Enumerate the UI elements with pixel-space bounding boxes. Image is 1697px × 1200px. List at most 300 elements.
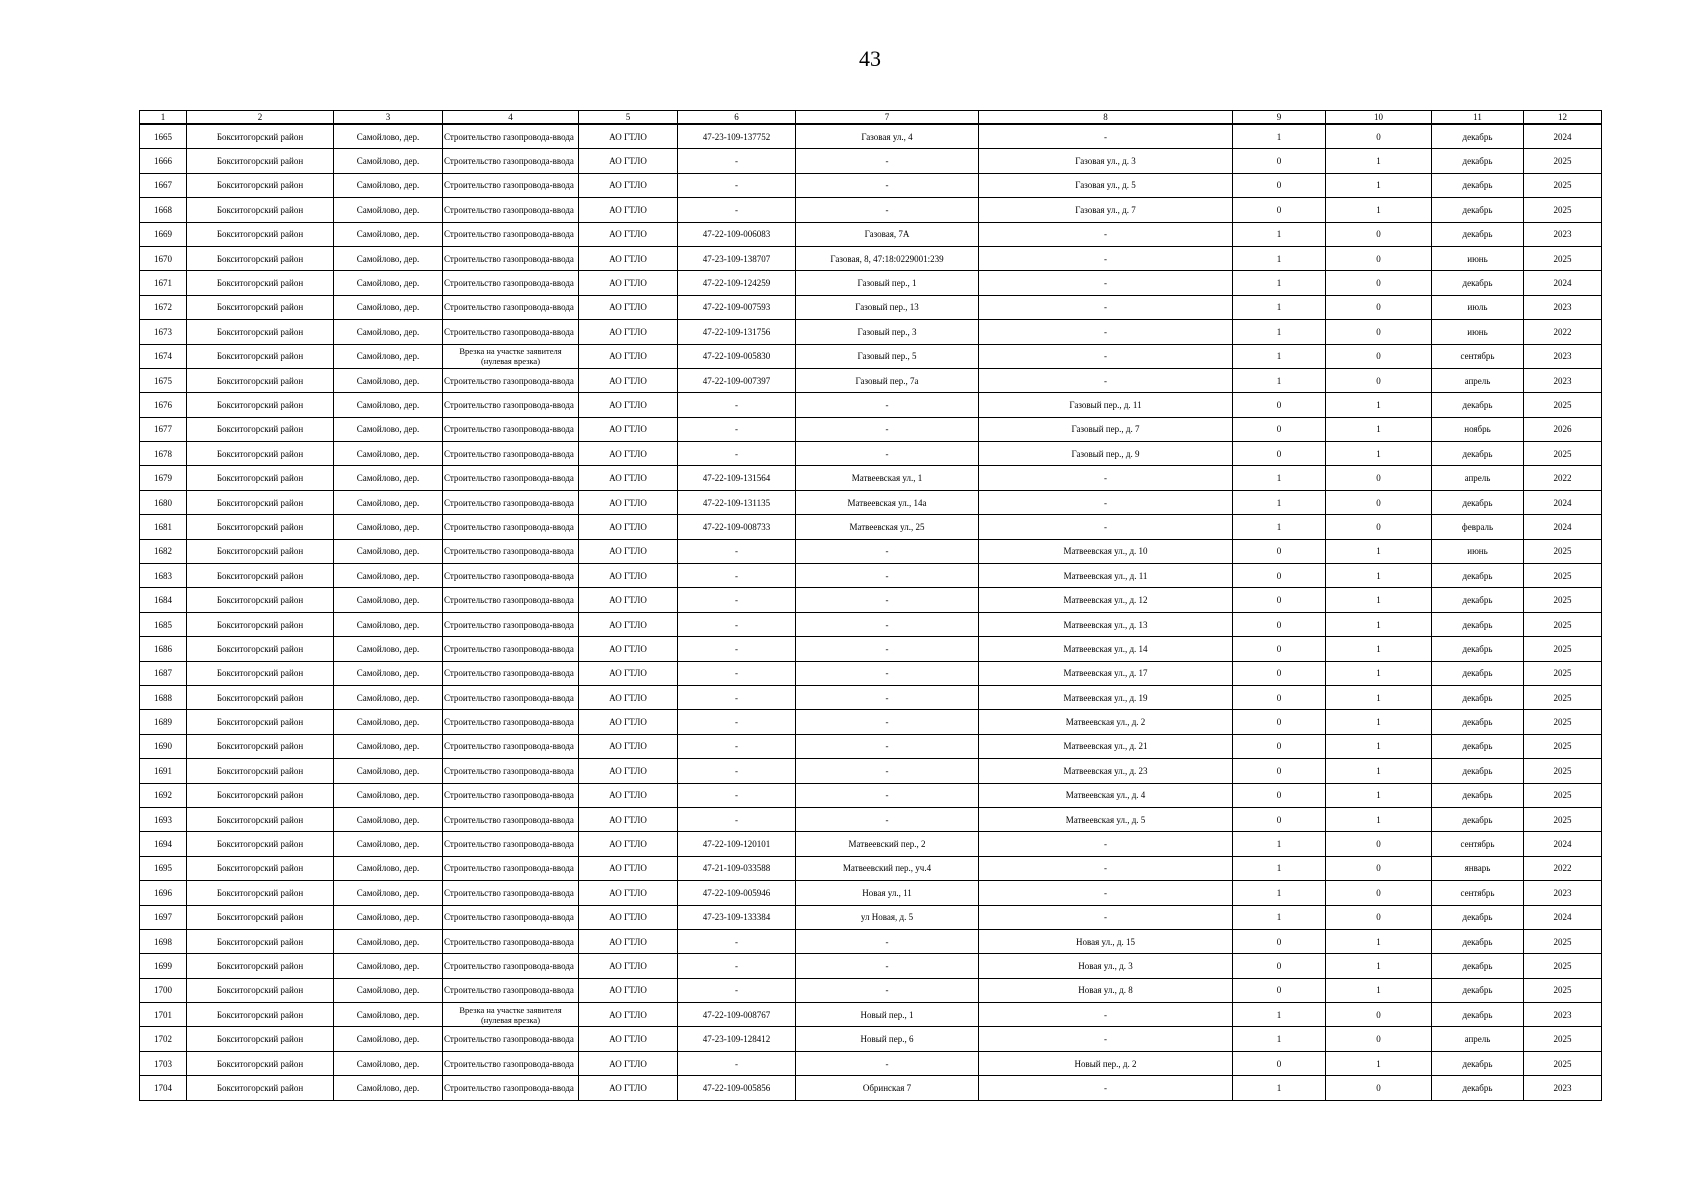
- organization-cell: АО ГТЛО: [579, 320, 678, 344]
- settlement-cell: Самойлово, дер.: [334, 856, 443, 880]
- district-cell: Бокситогорский район: [187, 856, 334, 880]
- planned-address-cell: -: [979, 1003, 1233, 1027]
- district-cell: Бокситогорский район: [187, 807, 334, 831]
- year-cell: 2024: [1524, 905, 1602, 929]
- header-row: [140, 111, 1602, 125]
- application-number-cell: 47-22-109-005946: [678, 881, 796, 905]
- district-cell: Бокситогорский район: [187, 783, 334, 807]
- district-cell: Бокситогорский район: [187, 515, 334, 539]
- application-number-cell: -: [678, 954, 796, 978]
- work-type-cell: Строительство газопровода-ввода: [443, 320, 579, 344]
- year-cell: 2025: [1524, 1027, 1602, 1051]
- column-header-5: 5: [579, 111, 678, 125]
- organization-cell: АО ГТЛО: [579, 1076, 678, 1100]
- work-type-cell: Строительство газопровода-ввода: [443, 905, 579, 929]
- month-cell: январь: [1432, 856, 1524, 880]
- row-number-cell: 1678: [140, 442, 187, 466]
- count-planned-cell: 1: [1326, 417, 1432, 441]
- row-number-cell: 1669: [140, 222, 187, 246]
- district-cell: Бокситогорский район: [187, 417, 334, 441]
- year-cell: 2023: [1524, 368, 1602, 392]
- application-number-cell: -: [678, 710, 796, 734]
- work-type-cell: Строительство газопровода-ввода: [443, 1051, 579, 1075]
- month-cell: декабрь: [1432, 271, 1524, 295]
- year-cell: 2022: [1524, 320, 1602, 344]
- column-header-8: 8: [979, 111, 1233, 125]
- application-number-cell: 47-23-109-128412: [678, 1027, 796, 1051]
- work-type-cell: Строительство газопровода-ввода: [443, 271, 579, 295]
- count-existing-cell: 0: [1233, 564, 1326, 588]
- row-number-cell: 1674: [140, 344, 187, 368]
- settlement-cell: Самойлово, дер.: [334, 978, 443, 1002]
- work-type-cell: Строительство газопровода-ввода: [443, 393, 579, 417]
- object-address-cell: Матвеевская ул., 1: [796, 466, 979, 490]
- table-row: [140, 588, 1602, 612]
- year-cell: 2025: [1524, 685, 1602, 709]
- organization-cell: АО ГТЛО: [579, 588, 678, 612]
- count-planned-cell: 0: [1326, 1027, 1432, 1051]
- month-cell: июнь: [1432, 320, 1524, 344]
- year-cell: 2025: [1524, 807, 1602, 831]
- row-number-cell: 1700: [140, 978, 187, 1002]
- district-cell: Бокситогорский район: [187, 710, 334, 734]
- table-row: [140, 929, 1602, 953]
- planned-address-cell: Матвеевская ул., д. 2: [979, 710, 1233, 734]
- month-cell: декабрь: [1432, 759, 1524, 783]
- organization-cell: АО ГТЛО: [579, 929, 678, 953]
- district-cell: Бокситогорский район: [187, 612, 334, 636]
- district-cell: Бокситогорский район: [187, 173, 334, 197]
- work-type-cell: Строительство газопровода-ввода: [443, 661, 579, 685]
- district-cell: Бокситогорский район: [187, 637, 334, 661]
- count-planned-cell: 0: [1326, 832, 1432, 856]
- organization-cell: АО ГТЛО: [579, 368, 678, 392]
- table-row: [140, 1027, 1602, 1051]
- work-type-cell: Строительство газопровода-ввода: [443, 222, 579, 246]
- work-type-cell: Строительство газопровода-ввода: [443, 295, 579, 319]
- object-address-cell: -: [796, 637, 979, 661]
- settlement-cell: Самойлово, дер.: [334, 1027, 443, 1051]
- organization-cell: АО ГТЛО: [579, 393, 678, 417]
- month-cell: декабрь: [1432, 807, 1524, 831]
- application-number-cell: -: [678, 783, 796, 807]
- settlement-cell: Самойлово, дер.: [334, 198, 443, 222]
- application-number-cell: -: [678, 734, 796, 758]
- work-type-cell: Строительство газопровода-ввода: [443, 1076, 579, 1100]
- year-cell: 2025: [1524, 978, 1602, 1002]
- planned-address-cell: -: [979, 1027, 1233, 1051]
- count-planned-cell: 0: [1326, 271, 1432, 295]
- organization-cell: АО ГТЛО: [579, 612, 678, 636]
- year-cell: 2026: [1524, 417, 1602, 441]
- row-number-cell: 1696: [140, 881, 187, 905]
- table-row: [140, 149, 1602, 173]
- work-type-cell: Строительство газопровода-ввода: [443, 954, 579, 978]
- work-type-cell: Строительство газопровода-ввода: [443, 929, 579, 953]
- object-address-cell: -: [796, 783, 979, 807]
- planned-address-cell: -: [979, 905, 1233, 929]
- application-number-cell: 47-22-109-124259: [678, 271, 796, 295]
- month-cell: апрель: [1432, 368, 1524, 392]
- work-type-cell: Строительство газопровода-ввода: [443, 588, 579, 612]
- planned-address-cell: Матвеевская ул., д. 13: [979, 612, 1233, 636]
- object-address-cell: -: [796, 661, 979, 685]
- year-cell: 2022: [1524, 856, 1602, 880]
- organization-cell: АО ГТЛО: [579, 685, 678, 709]
- organization-cell: АО ГТЛО: [579, 490, 678, 514]
- settlement-cell: Самойлово, дер.: [334, 1051, 443, 1075]
- year-cell: 2022: [1524, 466, 1602, 490]
- organization-cell: АО ГТЛО: [579, 417, 678, 441]
- count-planned-cell: 1: [1326, 734, 1432, 758]
- count-planned-cell: 1: [1326, 978, 1432, 1002]
- count-planned-cell: 0: [1326, 124, 1432, 149]
- organization-cell: АО ГТЛО: [579, 1003, 678, 1027]
- district-cell: Бокситогорский район: [187, 1027, 334, 1051]
- row-number-cell: 1682: [140, 539, 187, 563]
- work-type-cell: Строительство газопровода-ввода: [443, 515, 579, 539]
- object-address-cell: -: [796, 539, 979, 563]
- month-cell: декабрь: [1432, 1076, 1524, 1100]
- table-row: [140, 759, 1602, 783]
- year-cell: 2025: [1524, 246, 1602, 270]
- object-address-cell: Матвеевский пер., 2: [796, 832, 979, 856]
- year-cell: 2025: [1524, 1051, 1602, 1075]
- object-address-cell: -: [796, 149, 979, 173]
- column-header-7: 7: [796, 111, 979, 125]
- count-planned-cell: 1: [1326, 783, 1432, 807]
- work-type-cell: Строительство газопровода-ввода: [443, 246, 579, 270]
- month-cell: июль: [1432, 295, 1524, 319]
- count-existing-cell: 0: [1233, 198, 1326, 222]
- table-header: [140, 111, 1602, 125]
- row-number-cell: 1671: [140, 271, 187, 295]
- planned-address-cell: Матвеевская ул., д. 4: [979, 783, 1233, 807]
- count-existing-cell: 1: [1233, 344, 1326, 368]
- count-existing-cell: 1: [1233, 466, 1326, 490]
- month-cell: декабрь: [1432, 1003, 1524, 1027]
- count-existing-cell: 0: [1233, 417, 1326, 441]
- settlement-cell: Самойлово, дер.: [334, 954, 443, 978]
- application-number-cell: 47-23-109-138707: [678, 246, 796, 270]
- application-number-cell: 47-22-109-120101: [678, 832, 796, 856]
- application-number-cell: -: [678, 685, 796, 709]
- application-number-cell: 47-22-109-005830: [678, 344, 796, 368]
- settlement-cell: Самойлово, дер.: [334, 515, 443, 539]
- district-cell: Бокситогорский район: [187, 978, 334, 1002]
- month-cell: декабрь: [1432, 490, 1524, 514]
- year-cell: 2025: [1524, 954, 1602, 978]
- district-cell: Бокситогорский район: [187, 393, 334, 417]
- settlement-cell: Самойлово, дер.: [334, 783, 443, 807]
- year-cell: 2025: [1524, 539, 1602, 563]
- planned-address-cell: Газовый пер., д. 11: [979, 393, 1233, 417]
- count-planned-cell: 0: [1326, 1076, 1432, 1100]
- application-number-cell: 47-22-109-006083: [678, 222, 796, 246]
- object-address-cell: Газовый пер., 1: [796, 271, 979, 295]
- row-number-cell: 1692: [140, 783, 187, 807]
- planned-address-cell: Новый пер., д. 2: [979, 1051, 1233, 1075]
- work-type-cell: Строительство газопровода-ввода: [443, 149, 579, 173]
- count-planned-cell: 1: [1326, 929, 1432, 953]
- month-cell: декабрь: [1432, 124, 1524, 149]
- year-cell: 2023: [1524, 344, 1602, 368]
- object-address-cell: Новый пер., 6: [796, 1027, 979, 1051]
- organization-cell: АО ГТЛО: [579, 295, 678, 319]
- year-cell: 2023: [1524, 222, 1602, 246]
- application-number-cell: -: [678, 564, 796, 588]
- count-planned-cell: 0: [1326, 222, 1432, 246]
- organization-cell: АО ГТЛО: [579, 1027, 678, 1051]
- page-number: 43: [859, 46, 881, 71]
- object-address-cell: -: [796, 954, 979, 978]
- row-number-cell: 1699: [140, 954, 187, 978]
- year-cell: 2025: [1524, 149, 1602, 173]
- settlement-cell: Самойлово, дер.: [334, 1076, 443, 1100]
- planned-address-cell: Матвеевская ул., д. 12: [979, 588, 1233, 612]
- count-existing-cell: 0: [1233, 612, 1326, 636]
- count-planned-cell: 1: [1326, 198, 1432, 222]
- year-cell: 2024: [1524, 490, 1602, 514]
- row-number-cell: 1698: [140, 929, 187, 953]
- settlement-cell: Самойлово, дер.: [334, 539, 443, 563]
- month-cell: декабрь: [1432, 564, 1524, 588]
- application-number-cell: -: [678, 807, 796, 831]
- work-type-cell: Строительство газопровода-ввода: [443, 368, 579, 392]
- year-cell: 2025: [1524, 637, 1602, 661]
- district-cell: Бокситогорский район: [187, 149, 334, 173]
- settlement-cell: Самойлово, дер.: [334, 661, 443, 685]
- application-number-cell: 47-23-109-137752: [678, 124, 796, 149]
- table-row: [140, 978, 1602, 1002]
- settlement-cell: Самойлово, дер.: [334, 905, 443, 929]
- count-existing-cell: 1: [1233, 271, 1326, 295]
- month-cell: декабрь: [1432, 442, 1524, 466]
- count-planned-cell: 0: [1326, 856, 1432, 880]
- application-number-cell: -: [678, 759, 796, 783]
- object-address-cell: -: [796, 759, 979, 783]
- count-existing-cell: 1: [1233, 515, 1326, 539]
- planned-address-cell: -: [979, 368, 1233, 392]
- organization-cell: АО ГТЛО: [579, 564, 678, 588]
- district-cell: Бокситогорский район: [187, 905, 334, 929]
- table-row: [140, 173, 1602, 197]
- month-cell: декабрь: [1432, 149, 1524, 173]
- organization-cell: АО ГТЛО: [579, 807, 678, 831]
- row-number-cell: 1685: [140, 612, 187, 636]
- row-number-cell: 1679: [140, 466, 187, 490]
- month-cell: декабрь: [1432, 588, 1524, 612]
- month-cell: декабрь: [1432, 685, 1524, 709]
- planned-address-cell: Матвеевская ул., д. 21: [979, 734, 1233, 758]
- table-row: [140, 881, 1602, 905]
- count-planned-cell: 1: [1326, 661, 1432, 685]
- district-cell: Бокситогорский район: [187, 588, 334, 612]
- count-planned-cell: 0: [1326, 905, 1432, 929]
- count-existing-cell: 0: [1233, 588, 1326, 612]
- count-existing-cell: 0: [1233, 149, 1326, 173]
- settlement-cell: Самойлово, дер.: [334, 612, 443, 636]
- table-row: [140, 734, 1602, 758]
- district-cell: Бокситогорский район: [187, 320, 334, 344]
- application-number-cell: -: [678, 637, 796, 661]
- work-type-cell: Строительство газопровода-ввода: [443, 1027, 579, 1051]
- table-row: [140, 783, 1602, 807]
- year-cell: 2025: [1524, 710, 1602, 734]
- row-number-cell: 1702: [140, 1027, 187, 1051]
- district-cell: Бокситогорский район: [187, 271, 334, 295]
- application-number-cell: -: [678, 539, 796, 563]
- count-planned-cell: 0: [1326, 466, 1432, 490]
- table-row: [140, 710, 1602, 734]
- table-row: [140, 564, 1602, 588]
- row-number-cell: 1681: [140, 515, 187, 539]
- organization-cell: АО ГТЛО: [579, 710, 678, 734]
- planned-address-cell: Новая ул., д. 8: [979, 978, 1233, 1002]
- district-cell: Бокситогорский район: [187, 442, 334, 466]
- month-cell: декабрь: [1432, 637, 1524, 661]
- month-cell: декабрь: [1432, 978, 1524, 1002]
- organization-cell: АО ГТЛО: [579, 637, 678, 661]
- row-number-cell: 1695: [140, 856, 187, 880]
- year-cell: 2024: [1524, 832, 1602, 856]
- object-address-cell: -: [796, 685, 979, 709]
- district-cell: Бокситогорский район: [187, 929, 334, 953]
- planned-address-cell: Матвеевская ул., д. 14: [979, 637, 1233, 661]
- row-number-cell: 1686: [140, 637, 187, 661]
- table-row: [140, 490, 1602, 514]
- table-row: [140, 1003, 1602, 1027]
- row-number-cell: 1677: [140, 417, 187, 441]
- year-cell: 2023: [1524, 1076, 1602, 1100]
- object-address-cell: Газовая, 7А: [796, 222, 979, 246]
- work-type-cell: Строительство газопровода-ввода: [443, 198, 579, 222]
- work-type-cell: Врезка на участке заявителя (нулевая врезка): [443, 1003, 579, 1027]
- row-number-cell: 1673: [140, 320, 187, 344]
- application-number-cell: 47-22-109-008767: [678, 1003, 796, 1027]
- column-header-11: 11: [1432, 111, 1524, 125]
- year-cell: 2025: [1524, 661, 1602, 685]
- organization-cell: АО ГТЛО: [579, 905, 678, 929]
- month-cell: декабрь: [1432, 734, 1524, 758]
- count-existing-cell: 0: [1233, 807, 1326, 831]
- year-cell: 2025: [1524, 564, 1602, 588]
- planned-address-cell: Газовый пер., д. 9: [979, 442, 1233, 466]
- district-cell: Бокситогорский район: [187, 881, 334, 905]
- planned-address-cell: -: [979, 124, 1233, 149]
- planned-address-cell: Новая ул., д. 3: [979, 954, 1233, 978]
- work-type-cell: Строительство газопровода-ввода: [443, 685, 579, 709]
- count-existing-cell: 1: [1233, 1027, 1326, 1051]
- count-existing-cell: 1: [1233, 295, 1326, 319]
- column-header-6: 6: [678, 111, 796, 125]
- district-cell: Бокситогорский район: [187, 368, 334, 392]
- count-planned-cell: 1: [1326, 539, 1432, 563]
- year-cell: 2025: [1524, 393, 1602, 417]
- count-existing-cell: 0: [1233, 637, 1326, 661]
- work-type-cell: Строительство газопровода-ввода: [443, 978, 579, 1002]
- count-planned-cell: 0: [1326, 881, 1432, 905]
- object-address-cell: Матвеевская ул., 25: [796, 515, 979, 539]
- application-number-cell: 47-22-109-005856: [678, 1076, 796, 1100]
- application-number-cell: -: [678, 588, 796, 612]
- application-number-cell: -: [678, 393, 796, 417]
- application-number-cell: 47-22-109-131135: [678, 490, 796, 514]
- application-number-cell: -: [678, 417, 796, 441]
- table-row: [140, 1051, 1602, 1075]
- object-address-cell: Новая ул., 11: [796, 881, 979, 905]
- organization-cell: АО ГТЛО: [579, 198, 678, 222]
- table-row: [140, 271, 1602, 295]
- object-address-cell: -: [796, 442, 979, 466]
- object-address-cell: Газовый пер., 13: [796, 295, 979, 319]
- table-body: [140, 124, 1602, 1100]
- month-cell: ноябрь: [1432, 417, 1524, 441]
- column-header-4: 4: [443, 111, 579, 125]
- row-number-cell: 1694: [140, 832, 187, 856]
- row-number-cell: 1688: [140, 685, 187, 709]
- count-planned-cell: 0: [1326, 320, 1432, 344]
- count-planned-cell: 0: [1326, 490, 1432, 514]
- planned-address-cell: Газовая ул., д. 3: [979, 149, 1233, 173]
- district-cell: Бокситогорский район: [187, 661, 334, 685]
- row-number-cell: 1691: [140, 759, 187, 783]
- settlement-cell: Самойлово, дер.: [334, 368, 443, 392]
- column-header-1: 1: [140, 111, 187, 125]
- month-cell: сентябрь: [1432, 832, 1524, 856]
- object-address-cell: -: [796, 173, 979, 197]
- year-cell: 2024: [1524, 515, 1602, 539]
- settlement-cell: Самойлово, дер.: [334, 466, 443, 490]
- district-cell: Бокситогорский район: [187, 954, 334, 978]
- column-header-3: 3: [334, 111, 443, 125]
- row-number-cell: 1697: [140, 905, 187, 929]
- year-cell: 2024: [1524, 271, 1602, 295]
- application-number-cell: -: [678, 978, 796, 1002]
- month-cell: июнь: [1432, 539, 1524, 563]
- organization-cell: АО ГТЛО: [579, 978, 678, 1002]
- planned-address-cell: -: [979, 271, 1233, 295]
- month-cell: декабрь: [1432, 783, 1524, 807]
- organization-cell: АО ГТЛО: [579, 1051, 678, 1075]
- count-existing-cell: 1: [1233, 246, 1326, 270]
- month-cell: декабрь: [1432, 905, 1524, 929]
- count-existing-cell: 1: [1233, 1076, 1326, 1100]
- table-row: [140, 198, 1602, 222]
- district-cell: Бокситогорский район: [187, 246, 334, 270]
- count-existing-cell: 1: [1233, 832, 1326, 856]
- settlement-cell: Самойлово, дер.: [334, 929, 443, 953]
- settlement-cell: Самойлово, дер.: [334, 685, 443, 709]
- work-type-cell: Строительство газопровода-ввода: [443, 637, 579, 661]
- count-existing-cell: 0: [1233, 954, 1326, 978]
- object-address-cell: -: [796, 734, 979, 758]
- organization-cell: АО ГТЛО: [579, 832, 678, 856]
- settlement-cell: Самойлово, дер.: [334, 149, 443, 173]
- object-address-cell: Новый пер., 1: [796, 1003, 979, 1027]
- settlement-cell: Самойлово, дер.: [334, 222, 443, 246]
- count-existing-cell: 1: [1233, 856, 1326, 880]
- organization-cell: АО ГТЛО: [579, 466, 678, 490]
- application-number-cell: 47-22-109-007593: [678, 295, 796, 319]
- row-number-cell: 1667: [140, 173, 187, 197]
- year-cell: 2025: [1524, 588, 1602, 612]
- count-planned-cell: 1: [1326, 807, 1432, 831]
- application-number-cell: 47-22-109-131756: [678, 320, 796, 344]
- settlement-cell: Самойлово, дер.: [334, 807, 443, 831]
- month-cell: декабрь: [1432, 661, 1524, 685]
- object-address-cell: Матвеевская ул., 14а: [796, 490, 979, 514]
